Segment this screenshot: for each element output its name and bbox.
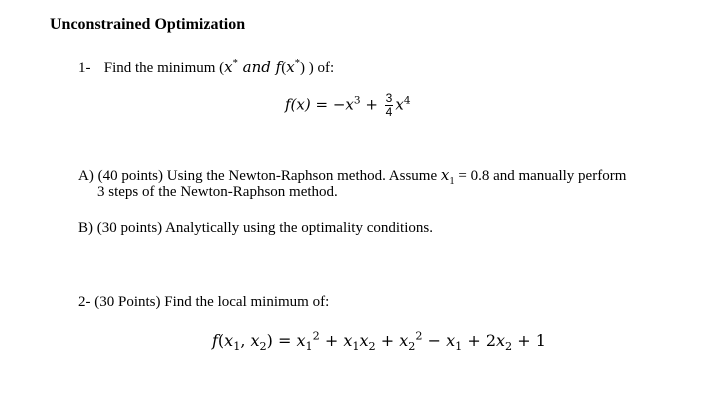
question-1-tail: ) ) of: [299,60,335,76]
term4-x: x [446,331,456,350]
term5-sub: 2 [505,340,513,354]
x-star: x [224,58,233,76]
term2-subb: 2 [368,340,376,354]
tail: + 1 [512,331,546,350]
plus-2: + [375,331,400,350]
question-2: 2- (30 Points) Find the local minimum of: [78,294,330,310]
term2-xa: x [343,331,353,350]
x1-var: x [440,166,450,184]
and-word: and f [242,58,282,76]
sub-2: 2 [259,340,267,354]
plus-3: + 2 [462,331,497,350]
fraction-three-quarters [385,92,394,119]
equals: ) = [266,331,297,350]
question-1-number: 1- [78,60,91,76]
term1-sub: 1 [305,340,313,354]
part-a-line-2: 3 steps of the Newton-Raphson method. [97,184,338,200]
exponent-3: 3 [353,94,361,107]
part-a-line-1 [78,166,626,185]
term3-x: x [399,331,409,350]
part-a-text: A) (40 points) Using the Newton-Raphson method. Assume [78,168,441,184]
x1-subscript: 1 [449,176,455,187]
term4-sub: 1 [455,340,463,354]
equation-1-lhs: f(x) = −x [285,95,354,114]
part-a-text-post: = 0.8 and manually perform [454,168,627,184]
term2-suba: 1 [352,340,360,354]
term3-sub: 2 [408,340,416,354]
page-title: Unconstrained Optimization [50,16,246,33]
comma: , [240,331,251,350]
open-paren: ( [281,60,287,76]
plus-1: + [319,331,344,350]
minus: − [422,331,447,350]
var-x2: x [250,331,260,350]
fraction-denominator: 4 [385,105,393,119]
f-symbol: f [212,331,218,350]
exponent-4: 4 [403,94,411,107]
fraction-numerator: 3 [385,91,393,105]
x-var-2: x [395,95,404,114]
x-var: x [286,58,295,76]
term1-exp: 2 [312,329,320,343]
equation-2 [212,329,546,354]
part-b: B) (30 points) Analytically using the optimality conditions. [78,220,433,236]
term5-x: x [496,331,506,350]
term2-xb: x [359,331,369,350]
var-x1: x [224,331,234,350]
question-1 [78,58,334,77]
sub-1: 1 [233,340,241,354]
equation-1 [285,92,411,119]
plus-sign: + [360,95,383,114]
star-mark: * [232,58,238,69]
question-1-text: Find the minimum ( [103,60,225,76]
term1-x: x [296,331,306,350]
open-paren-2: ( [217,331,225,350]
term3-exp: 2 [415,329,423,343]
star-mark-2: * [294,58,300,69]
